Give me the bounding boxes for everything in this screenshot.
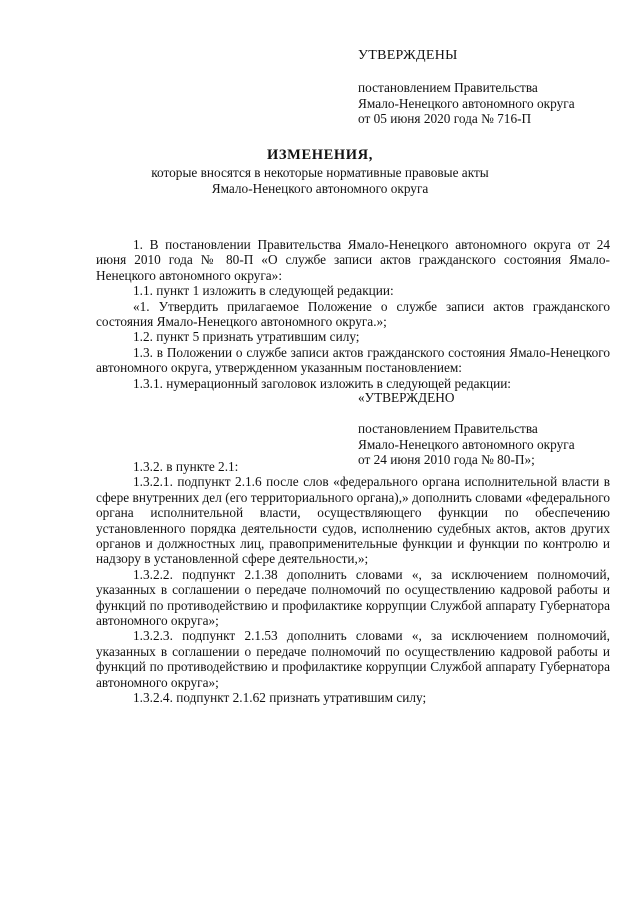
paragraph-1-3-2: 1.3.2. в пункте 2.1: — [133, 459, 239, 474]
document-title: ИЗМЕНЕНИЯ, — [267, 147, 373, 163]
document-body-part-1 — [96, 237, 610, 391]
document-body-part-2 — [96, 459, 610, 706]
paragraph-1-3-2-1: 1.3.2.1. подпункт 2.1.6 после слов «федерального органа исполнительной власти в сфере внутренних дел (его территориального органа),» дополнить словами «федерального органа исполнительной власти, осуществляющего функции по обеспечению установленного порядка деятельности судов, исполнению судебных актов, актов других органов и должностных лиц, правоприменительные функции и функции по контролю и надзору в установленной сфере деятельности,»; — [96, 474, 610, 567]
approval-line-2: Ямало-Ненецкого автономного округа — [358, 95, 575, 111]
paragraph-1-1-quote: «1. Утвердить прилагаемое Положение о службе записи актов гражданского состояния Ямало-Ненецкого автономного округа.»; — [96, 298, 610, 330]
document-subtitle-line-1: которые вносятся в некоторые нормативные правовые акты — [151, 165, 489, 181]
inner-approval-line-1: постановлением Правительства — [358, 421, 538, 437]
approval-line-1: постановлением Правительства — [358, 80, 538, 96]
paragraph-1-3-2-2: 1.3.2.2. подпункт 2.1.38 дополнить словами «, за исключением полномочий, указанных в соглашении о передаче полномочий по осуществлению кадровой работы и функций по противодействию и профилактике коррупции Службой аппарату Губернатора автономного округа»; — [96, 566, 610, 629]
approval-stamp — [358, 48, 628, 127]
approval-heading: УТВЕРЖДЕНЫ — [358, 48, 458, 63]
inner-approval-heading: «УТВЕРЖДЕНО — [358, 390, 455, 405]
document-title-block — [96, 148, 544, 197]
paragraph-1-2: 1.2. пункт 5 признать утратившим силу; — [133, 329, 360, 345]
paragraph-1: 1. В постановлении Правительства Ямало-Ненецкого автономного округа от 24 июня 2010 года № 80-П «О службе записи актов гражданского состояния Ямало-Ненецкого автономного округа»: — [96, 237, 610, 283]
paragraph-1-3-1: 1.3.1. нумерационный заголовок изложить в следующей редакции: — [133, 375, 511, 391]
approval-line-3: от 05 июня 2020 года № 716-П — [358, 111, 532, 127]
inner-approval-stamp — [358, 390, 610, 468]
inner-approval-line-3: от 24 июня 2010 года № 80-П»; — [358, 452, 535, 468]
paragraph-1-3-2-3: 1.3.2.3. подпункт 2.1.53 дополнить словами «, за исключением полномочий, указанных в соглашении о передаче полномочий по осуществлению кадровой работы и функций по противодействию и профилактике коррупции Службой аппарату Губернатора автономного округа»; — [96, 628, 610, 690]
paragraph-1-1: 1.1. пункт 1 изложить в следующей редакции: — [133, 283, 394, 299]
document-subtitle-line-2: Ямало-Ненецкого автономного округа — [211, 181, 429, 196]
inner-approval-line-2: Ямало-Ненецкого автономного округа — [358, 436, 575, 452]
paragraph-1-3-2-4: 1.3.2.4. подпункт 2.1.62 признать утратившим силу; — [133, 690, 427, 706]
paragraph-1-3: 1.3. в Положении о службе записи актов гражданского состояния Ямало-Ненецкого автономного округа, утвержденном указанным постановлением: — [96, 344, 610, 376]
